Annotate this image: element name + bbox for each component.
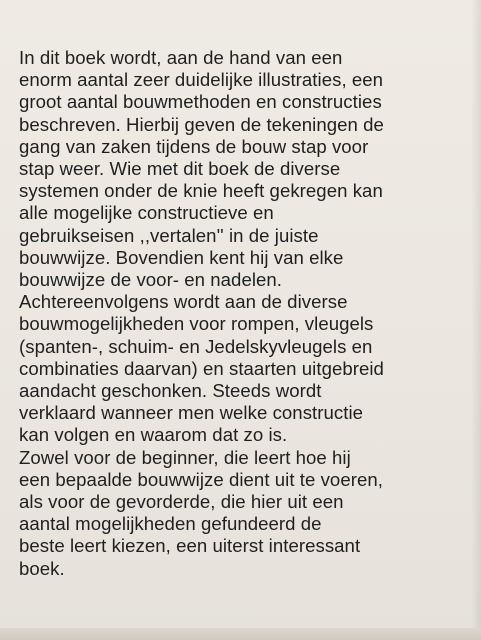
text-line: verklaard wanneer men welke constructie bbox=[19, 402, 364, 424]
text-line: als voor de gevorderde, die hier uit een bbox=[19, 491, 344, 513]
text-line: bouwmogelijkheden voor rompen, vleugels bbox=[19, 313, 374, 335]
text-line: aantal mogelijkheden gefundeerd de bbox=[19, 513, 322, 535]
description-text bbox=[19, 47, 479, 580]
text-line: systemen onder de knie heeft gekregen kan bbox=[19, 180, 383, 202]
cover-bottom-edge bbox=[0, 628, 481, 640]
text-line: boek. bbox=[19, 557, 65, 579]
text-line: beste leert kiezen, een uiterst interessant bbox=[19, 535, 361, 557]
text-line: Achtereenvolgens wordt aan de diverse bbox=[19, 291, 348, 313]
text-line: (spanten-, schuim- en Jedelskyvleugels en bbox=[19, 335, 373, 357]
text-line: combinaties daarvan) en staarten uitgebreid bbox=[19, 357, 384, 379]
text-line: Zowel voor de beginner, die leert hoe hij bbox=[19, 446, 351, 468]
text-line: gebruikseisen ,,vertalen'' in de juiste bbox=[19, 224, 319, 246]
text-line: een bepaalde bouwwijze dient uit te voeren, bbox=[19, 468, 383, 490]
text-line: groot aantal bouwmethoden en constructies bbox=[19, 91, 382, 113]
text-line: kan volgen en waarom dat zo is. bbox=[19, 424, 288, 446]
text-line: bouwwijze. Bovendien kent hij van elke bbox=[19, 246, 344, 268]
text-line: In dit boek wordt, aan de hand van een bbox=[19, 47, 343, 68]
text-line: bouwwijze de voor- en nadelen. bbox=[19, 269, 283, 291]
text-line: stap weer. Wie met dit boek de diverse bbox=[19, 158, 341, 180]
text-line: aandacht geschonken. Steeds wordt bbox=[19, 380, 322, 402]
text-line: alle mogelijke constructieve en bbox=[19, 202, 274, 224]
text-line: gang van zaken tijdens de bouw stap voor bbox=[19, 135, 369, 157]
text-line: beschreven. Hierbij geven de tekeningen de bbox=[19, 113, 384, 135]
text-line: enorm aantal zeer duidelijke illustraties, een bbox=[19, 69, 384, 91]
